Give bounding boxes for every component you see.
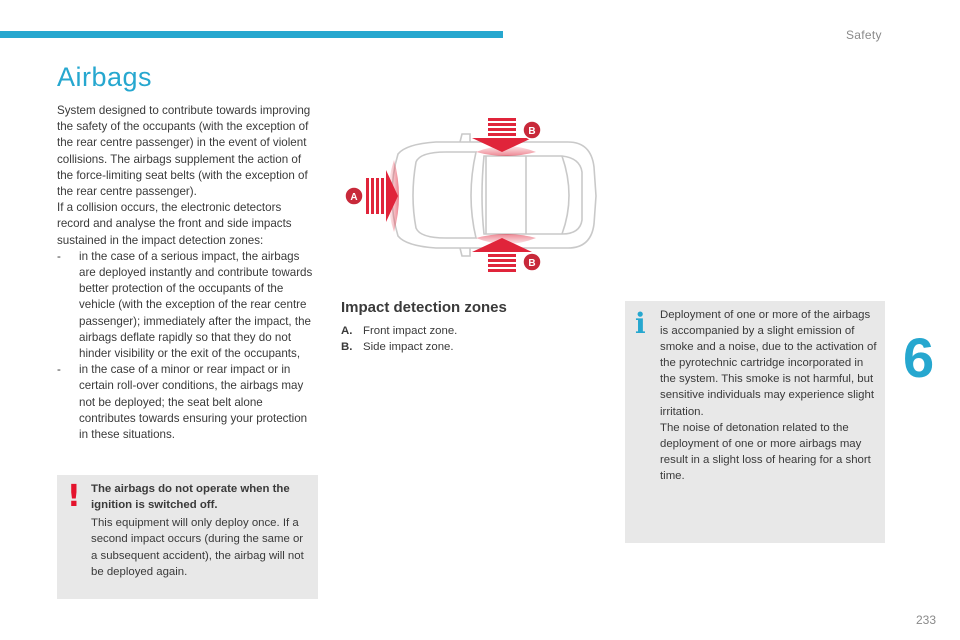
badge-a	[345, 187, 363, 205]
warning-title: The airbags do not operate when the ignition is switched off.	[91, 483, 290, 511]
impact-zones-diagram	[336, 112, 600, 280]
svg-text:A: A	[350, 192, 358, 203]
top-impact-arrow	[472, 118, 532, 152]
accent-bar	[0, 31, 503, 38]
badge-b-bottom	[523, 253, 541, 271]
warning-text: This equipment will only deploy once. If a second impact occurs (during the same or a subsequent accident), the airbag will not be deployed again.	[91, 517, 304, 578]
info-box	[625, 301, 885, 543]
impact-zones-legend	[341, 323, 457, 355]
section-label: Safety	[846, 28, 882, 42]
page-number: 233	[916, 613, 937, 627]
svg-text:B: B	[528, 258, 536, 269]
intro-text	[57, 103, 317, 443]
svg-text:B: B	[528, 126, 536, 137]
intro-bullets	[57, 249, 317, 443]
bottom-impact-arrow	[472, 238, 532, 272]
warning-box	[57, 475, 318, 599]
zone-label: Side impact zone.	[363, 341, 454, 353]
page-title: Airbags	[57, 62, 153, 92]
impact-zones-heading: Impact detection zones	[341, 299, 507, 316]
bullet-dash: -	[57, 363, 61, 377]
intro-paragraph-2: If a collision occurs, the electronic detectors record and analyse the front and side impacts sustained in the impact detection zones:	[57, 201, 292, 247]
info-text	[660, 307, 880, 484]
zone-label: Front impact zone.	[363, 325, 458, 337]
bullet-dash: -	[57, 249, 61, 263]
info-paragraph-1: Deployment of one or more of the airbags is accompanied by a slight emission of smoke and a noise, due to the activation of the pyrotechnic cartridge incorporated in the system. This smoke is not harmful, but sensitive individuals may experience slight irritation.	[660, 309, 877, 418]
list-item	[341, 339, 457, 355]
warning-exclamation-icon: !	[67, 479, 81, 514]
badge-b-top	[523, 121, 541, 139]
zone-key: B.	[341, 341, 353, 353]
list-item: - in the case of a minor or rear impact or in certain roll-over conditions, the airbags may not be deployed; the seat belt alone contributes towards ensuring your protection in these situations.	[57, 363, 308, 442]
info-icon: i	[635, 307, 646, 340]
info-paragraph-2: The noise of detonation related to the deployment of one or more airbags may result in a slight loss of hearing for a short time.	[660, 421, 871, 482]
list-item	[341, 323, 457, 339]
chapter-number: 6	[903, 326, 935, 389]
zone-key: A.	[341, 325, 353, 337]
list-item: - in the case of a serious impact, the airbags are deployed instantly and contribute towards better protection of the occupants of the vehicle (with the exception of the rear centre passenger); immediately after the impact, the airbags deflate rapidly so that they do not hinder visibility or the exit of the occupants,	[57, 249, 313, 361]
intro-paragraph-1: System designed to contribute towards improving the safety of the occupants (with the exception of the rear centre passenger) in the event of violent collisions. The airbags supplement the action of the force-limiting seat belts (with the exception of the rear centre passenger).	[57, 104, 311, 199]
